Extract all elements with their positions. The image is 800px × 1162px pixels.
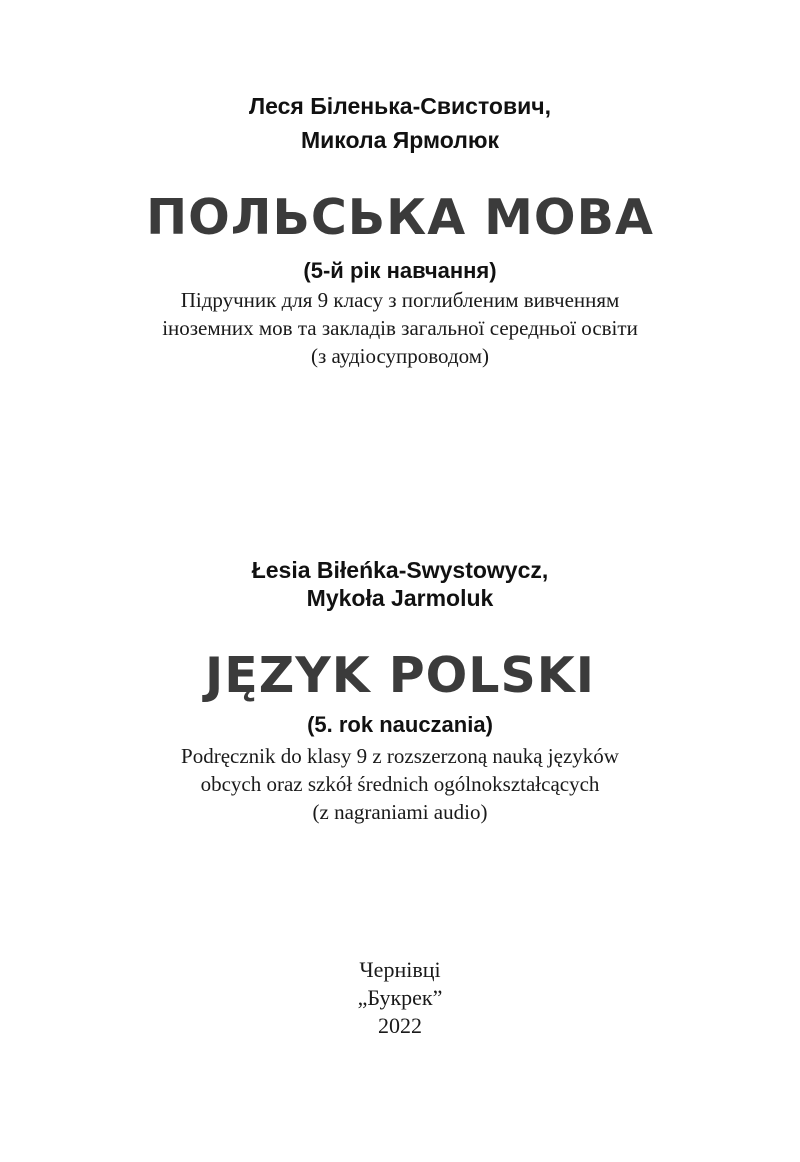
ukrainian-author-1: Леся Біленька-Свистович, [249, 93, 551, 119]
imprint-publisher: „Букрек” [357, 985, 443, 1010]
ukrainian-title: ПОЛЬСЬКА МОВА [146, 189, 654, 246]
imprint-year: 2022 [378, 1013, 422, 1038]
imprint-city: Чернівці [359, 957, 441, 982]
polish-subtitle: (5. rok nauczania) [307, 712, 493, 737]
ukrainian-description-line-1: Підручник для 9 класу з поглибленим вивченням [180, 288, 620, 312]
polish-description-line-2: obcych oraz szkół średnich ogólnokształcących [200, 772, 600, 796]
ukrainian-author-2: Микола Ярмолюк [300, 127, 499, 153]
polish-author-2: Mykoła Jarmoluk [306, 585, 494, 611]
ukrainian-description-line-3: (з аудіосупроводом) [310, 344, 490, 368]
polish-author-1: Łesia Biłeńka-Swystowycz, [251, 557, 549, 583]
polish-description-line-1: Podręcznik do klasy 9 z rozszerzoną nauką języków [181, 744, 619, 768]
ukrainian-subtitle: (5-й рік навчання) [303, 258, 497, 283]
ukrainian-description-line-2: іноземних мов та закладів загальної середньої освіти [162, 316, 638, 340]
polish-title: JĘZYK POLSKI [204, 647, 596, 704]
polish-description-line-3: (z nagraniami audio) [312, 800, 488, 824]
